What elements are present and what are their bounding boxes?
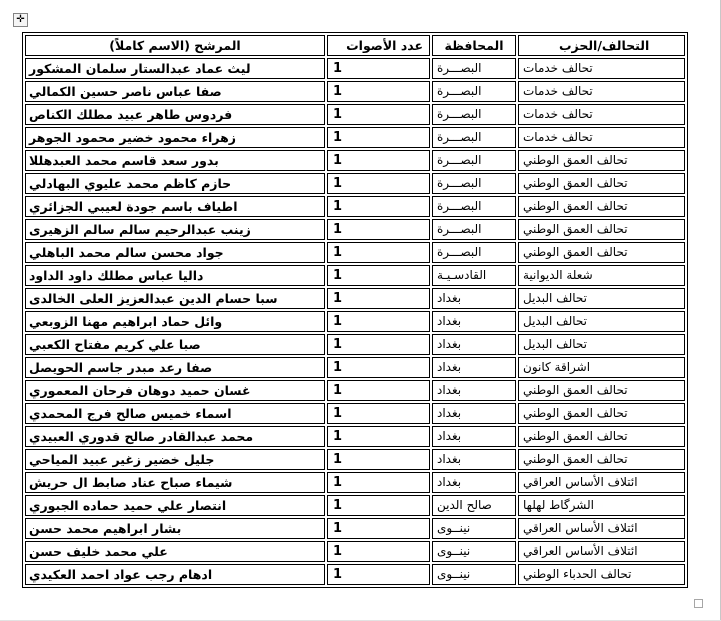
table-row <box>25 173 685 194</box>
votes-cell[interactable]: 1 <box>327 242 430 263</box>
table-row <box>25 426 685 447</box>
votes-cell[interactable]: 1 <box>327 81 430 102</box>
table-row <box>25 357 685 378</box>
governorate-cell[interactable]: بغداد <box>432 288 516 309</box>
table-row <box>25 403 685 424</box>
party-cell[interactable]: تحالف العمق الوطني <box>518 426 685 447</box>
votes-cell[interactable]: 1 <box>327 127 430 148</box>
governorate-cell[interactable]: البصـــرة <box>432 173 516 194</box>
candidate-name-cell[interactable]: ليث عماد عبدالستار سلمان المشكور <box>25 58 325 79</box>
table-row <box>25 518 685 539</box>
governorate-cell[interactable]: القادسـيـة <box>432 265 516 286</box>
table-move-icon: ✛ <box>16 14 25 25</box>
table-row <box>25 58 685 79</box>
candidate-name-cell[interactable]: غسان حميد دوهان فرحان المعموري <box>25 380 325 401</box>
table-row <box>25 288 685 309</box>
table-row <box>25 104 685 125</box>
votes-cell[interactable]: 1 <box>327 196 430 217</box>
governorate-cell[interactable]: البصـــرة <box>432 196 516 217</box>
table-row <box>25 242 685 263</box>
candidate-name-cell[interactable]: بشار ابراهيم محمد حسن <box>25 518 325 539</box>
header-row <box>25 35 685 56</box>
table-row <box>25 150 685 171</box>
party-cell[interactable]: تحالف خدمات <box>518 58 685 79</box>
governorate-cell[interactable]: بغداد <box>432 357 516 378</box>
votes-cell[interactable]: 1 <box>327 150 430 171</box>
candidate-name-cell[interactable]: داليا عباس مطلك داود الداود <box>25 265 325 286</box>
table-row <box>25 127 685 148</box>
governorate-cell[interactable]: بغداد <box>432 403 516 424</box>
party-cell[interactable]: تحالف العمق الوطني <box>518 150 685 171</box>
candidate-name-cell[interactable]: جليل خضير زغير عبيد المياحي <box>25 449 325 470</box>
votes-cell[interactable]: 1 <box>327 219 430 240</box>
candidate-name-cell[interactable]: اطياف باسم جودة لعيبي الجزائري <box>25 196 325 217</box>
party-cell[interactable]: تحالف خدمات <box>518 127 685 148</box>
candidate-name-cell[interactable]: زهراء محمود خضير محمود الجوهر <box>25 127 325 148</box>
party-cell[interactable]: تحالف البديل <box>518 311 685 332</box>
party-cell[interactable]: ائتلاف الأساس العراقي <box>518 472 685 493</box>
table-resize-handle[interactable] <box>694 599 703 608</box>
column-header-votes[interactable]: عدد الأصوات <box>327 35 430 56</box>
votes-cell[interactable]: 1 <box>327 472 430 493</box>
votes-cell[interactable]: 1 <box>327 426 430 447</box>
party-cell[interactable]: تحالف البديل <box>518 334 685 355</box>
table-row <box>25 564 685 585</box>
votes-cell[interactable]: 1 <box>327 58 430 79</box>
candidate-name-cell[interactable]: انتصار علي حميد حماده الجبوري <box>25 495 325 516</box>
candidate-name-cell[interactable]: صفا عباس ناصر حسين الكمالي <box>25 81 325 102</box>
candidate-name-cell[interactable]: حازم كاظم محمد عليوي البهادلي <box>25 173 325 194</box>
party-cell[interactable]: تحالف العمق الوطني <box>518 173 685 194</box>
candidate-name-cell[interactable]: فردوس طاهر عبيد مطلك الكناص <box>25 104 325 125</box>
table-row <box>25 219 685 240</box>
candidate-name-cell[interactable]: سبا حسام الدين عبدالعزيز العلى الخالدى <box>25 288 325 309</box>
governorate-cell[interactable]: البصـــرة <box>432 242 516 263</box>
votes-cell[interactable]: 1 <box>327 334 430 355</box>
party-cell[interactable]: تحالف البديل <box>518 288 685 309</box>
party-cell[interactable]: ائتلاف الأساس العراقي <box>518 518 685 539</box>
table-row <box>25 472 685 493</box>
governorate-cell[interactable]: نينــوى <box>432 541 516 562</box>
party-cell[interactable]: تحالف الحدباء الوطني <box>518 564 685 585</box>
governorate-cell[interactable]: نينــوى <box>432 564 516 585</box>
column-header-party[interactable]: التحالف/الحزب <box>518 35 685 56</box>
governorate-cell[interactable]: بغداد <box>432 311 516 332</box>
candidate-name-cell[interactable]: صفا رعد مبدر جاسم الحويصل <box>25 357 325 378</box>
governorate-cell[interactable]: صالح الدين <box>432 495 516 516</box>
table-row <box>25 380 685 401</box>
candidate-name-cell[interactable]: بدور سعد قاسم محمد العبدهللا <box>25 150 325 171</box>
candidate-name-cell[interactable]: زينب عبدالرحيم سالم سالم الزهيرى <box>25 219 325 240</box>
table-body <box>25 58 685 585</box>
governorate-cell[interactable]: بغداد <box>432 449 516 470</box>
candidate-name-cell[interactable]: علي محمد خليف حسن <box>25 541 325 562</box>
governorate-cell[interactable]: نينــوى <box>432 518 516 539</box>
candidate-name-cell[interactable]: صبا علي كريم مفتاح الكعبي <box>25 334 325 355</box>
table-row <box>25 495 685 516</box>
party-cell[interactable]: تحالف العمق الوطني <box>518 196 685 217</box>
candidate-name-cell[interactable]: محمد عبدالقادر صالح قدوري العبيدي <box>25 426 325 447</box>
votes-cell[interactable]: 1 <box>327 449 430 470</box>
party-cell[interactable]: تحالف العمق الوطني <box>518 380 685 401</box>
table-row <box>25 311 685 332</box>
table-row <box>25 81 685 102</box>
table-row <box>25 265 685 286</box>
party-cell[interactable]: ائتلاف الأساس العراقي <box>518 541 685 562</box>
votes-cell[interactable]: 1 <box>327 311 430 332</box>
votes-cell[interactable]: 1 <box>327 495 430 516</box>
candidates-table <box>22 32 688 588</box>
votes-cell[interactable]: 1 <box>327 518 430 539</box>
governorate-cell[interactable]: بغداد <box>432 380 516 401</box>
votes-cell[interactable]: 1 <box>327 380 430 401</box>
votes-cell[interactable]: 1 <box>327 564 430 585</box>
table-move-handle[interactable] <box>13 13 28 27</box>
candidate-name-cell[interactable]: اسماء خميس صالح فرج المحمدي <box>25 403 325 424</box>
votes-cell[interactable]: 1 <box>327 541 430 562</box>
candidate-name-cell[interactable]: شيماء صباح عناد صابط ال حريش <box>25 472 325 493</box>
votes-cell[interactable]: 1 <box>327 265 430 286</box>
candidate-name-cell[interactable]: وائل حماد ابراهيم مهنا الزوبعي <box>25 311 325 332</box>
governorate-cell[interactable]: البصـــرة <box>432 219 516 240</box>
party-cell[interactable]: الشرگاط لهلها <box>518 495 685 516</box>
votes-cell[interactable]: 1 <box>327 357 430 378</box>
governorate-cell[interactable]: بغداد <box>432 426 516 447</box>
votes-cell[interactable]: 1 <box>327 173 430 194</box>
table-row <box>25 449 685 470</box>
party-cell[interactable]: تحالف العمق الوطني <box>518 242 685 263</box>
table-row <box>25 541 685 562</box>
candidate-name-cell[interactable]: ادهام رجب عواد احمد العكيدي <box>25 564 325 585</box>
candidate-name-cell[interactable]: جواد محسن سالم محمد الباهلي <box>25 242 325 263</box>
party-cell[interactable]: شعلة الديوانية <box>518 265 685 286</box>
column-header-candidate[interactable]: المرشح (الاسم كاملاً) <box>25 35 325 56</box>
governorate-cell[interactable]: البصـــرة <box>432 81 516 102</box>
party-cell[interactable]: تحالف العمق الوطني <box>518 449 685 470</box>
table-row <box>25 334 685 355</box>
governorate-cell[interactable]: بغداد <box>432 472 516 493</box>
party-cell[interactable]: تحالف خدمات <box>518 81 685 102</box>
party-cell[interactable]: تحالف العمق الوطني <box>518 403 685 424</box>
votes-cell[interactable]: 1 <box>327 288 430 309</box>
governorate-cell[interactable]: بغداد <box>432 334 516 355</box>
governorate-cell[interactable]: البصـــرة <box>432 58 516 79</box>
governorate-cell[interactable]: البصـــرة <box>432 150 516 171</box>
votes-cell[interactable]: 1 <box>327 104 430 125</box>
table-row <box>25 196 685 217</box>
governorate-cell[interactable]: البصـــرة <box>432 104 516 125</box>
party-cell[interactable]: اشراقة كانون <box>518 357 685 378</box>
votes-cell[interactable]: 1 <box>327 403 430 424</box>
party-cell[interactable]: تحالف خدمات <box>518 104 685 125</box>
column-header-governorate[interactable]: المحافظة <box>432 35 516 56</box>
party-cell[interactable]: تحالف العمق الوطني <box>518 219 685 240</box>
governorate-cell[interactable]: البصـــرة <box>432 127 516 148</box>
